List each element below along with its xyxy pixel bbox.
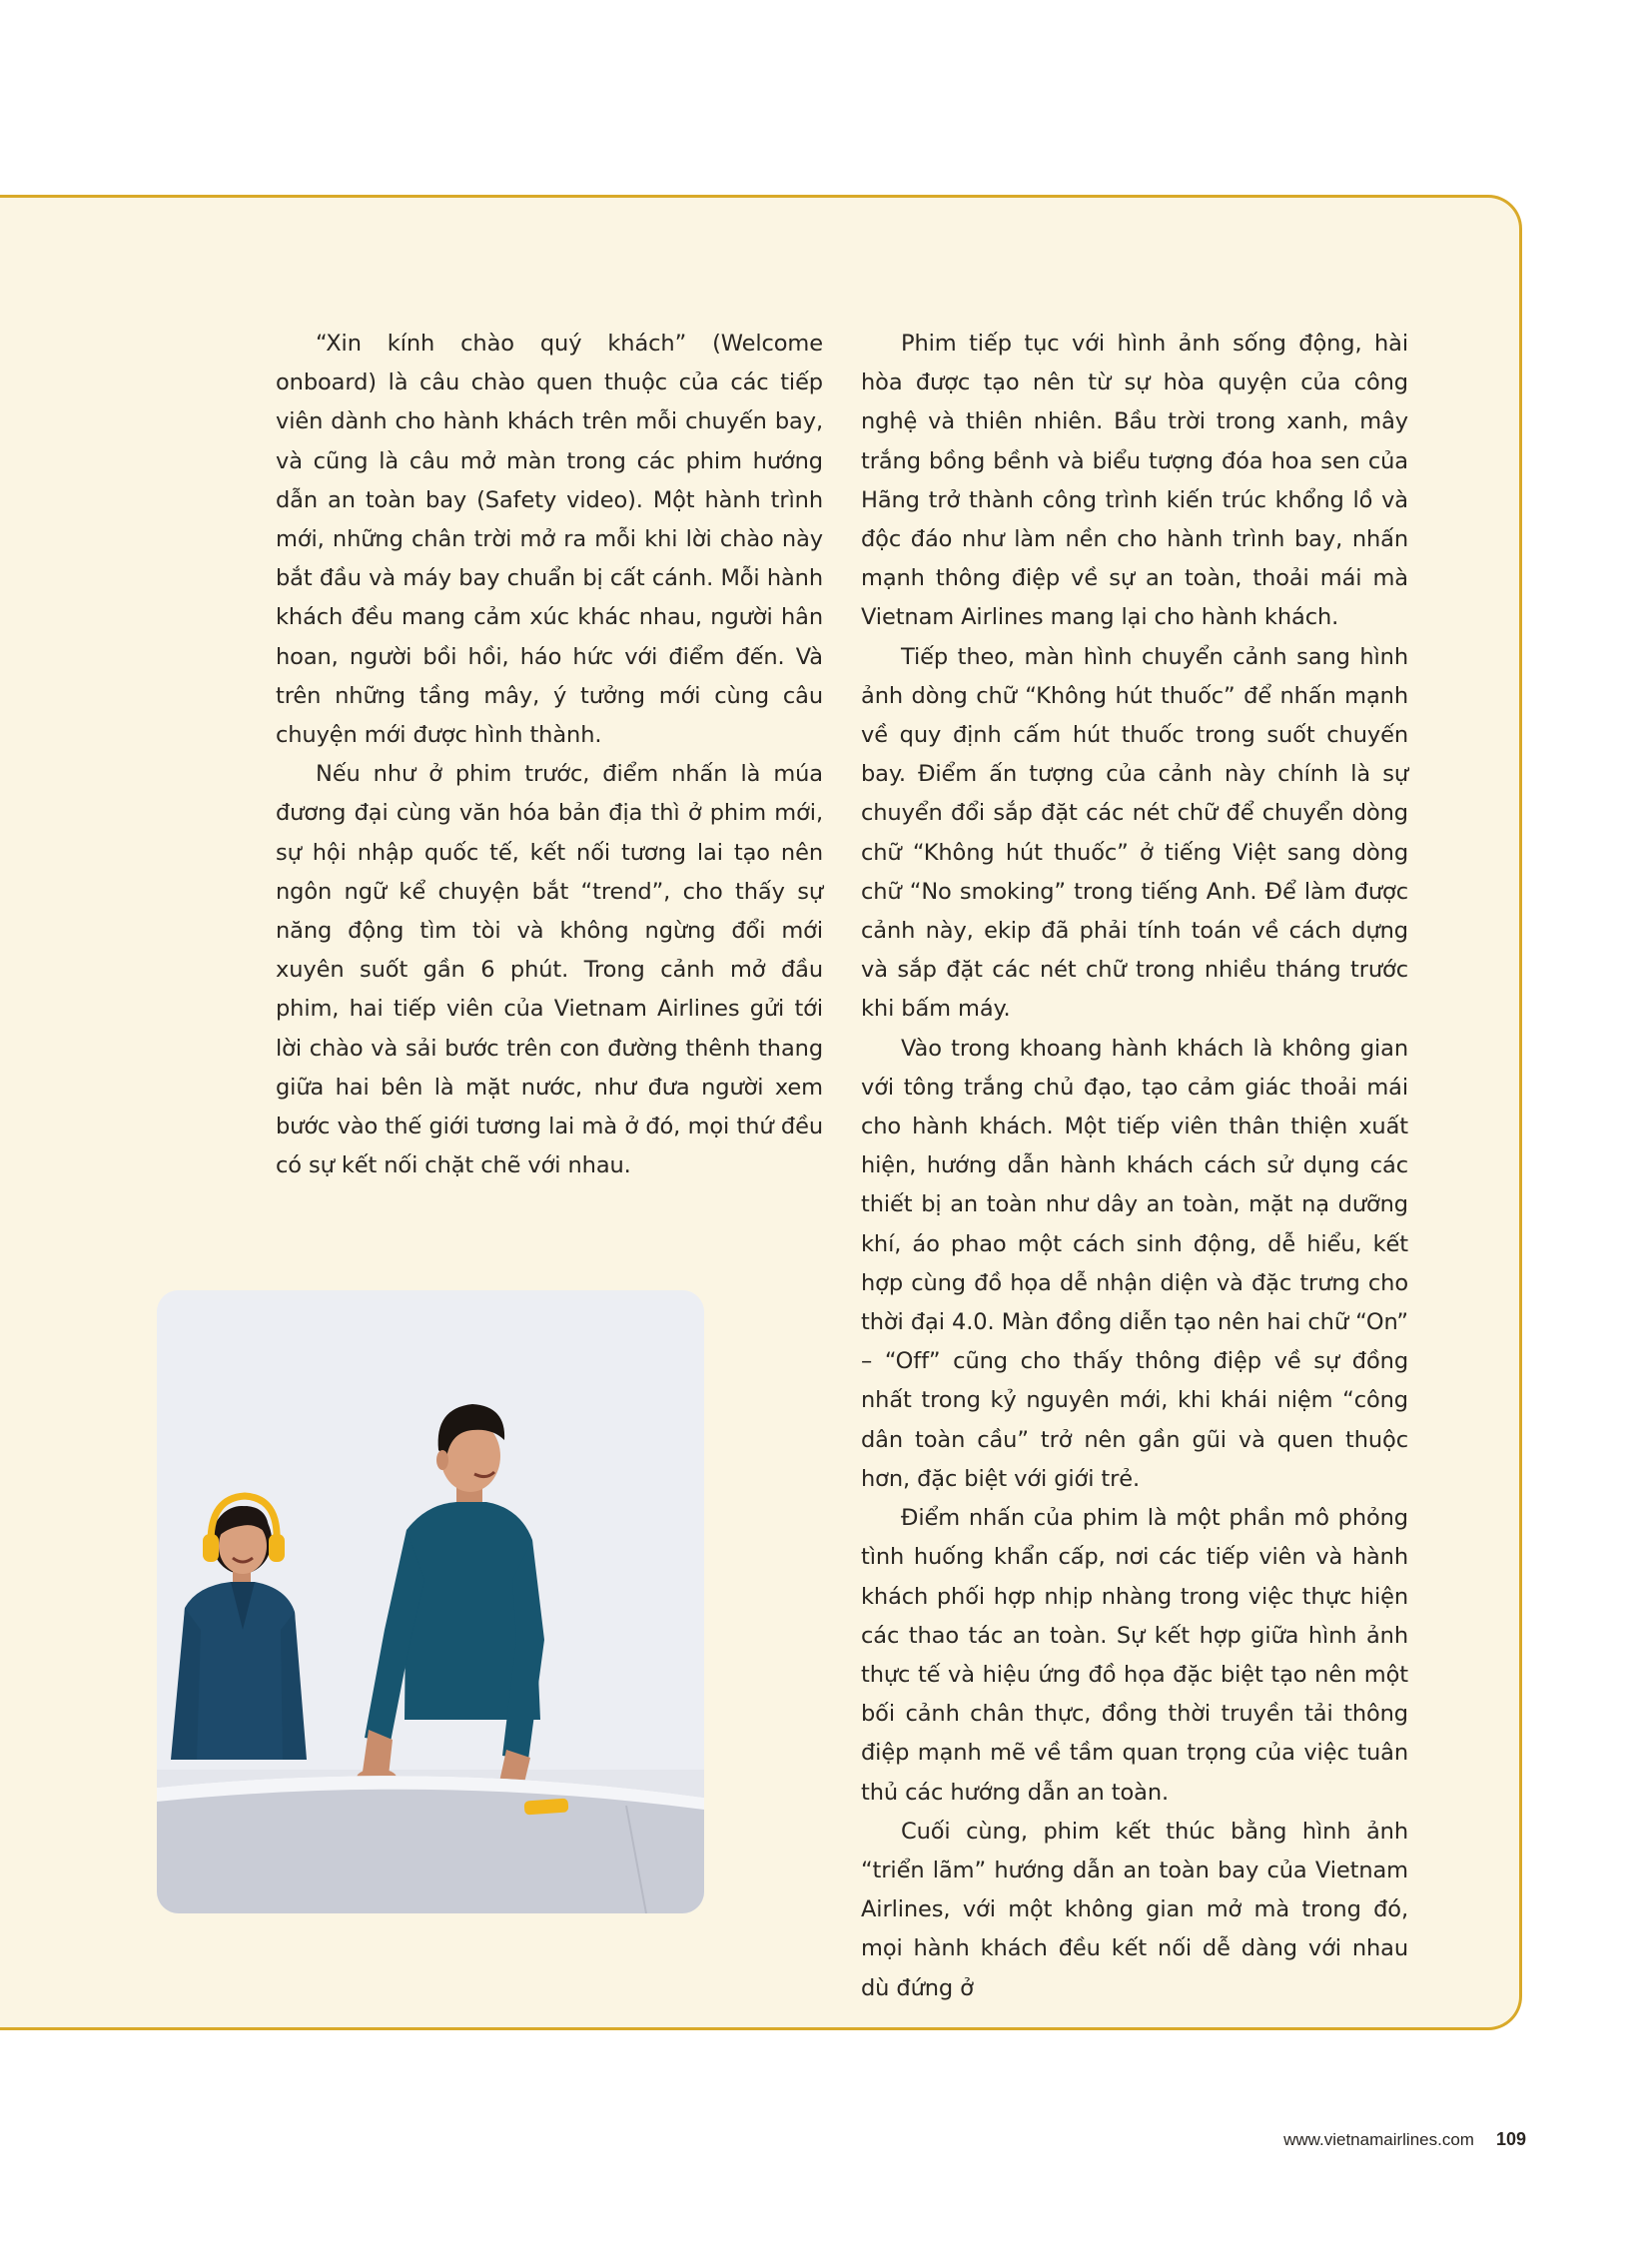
flight-attendants-photo [157, 1290, 704, 1913]
website-url: www.vietnamairlines.com [1283, 2130, 1474, 2149]
photo-illustration [157, 1290, 704, 1913]
article-left-column [276, 325, 823, 1185]
paragraph: Vào trong khoang hành khách là không gian với tông trắng chủ đạo, tạo cảm giác thoải mái cho hành khách. Một tiếp viên thân thiện xuất hiện, hướng dẫn hành khách cách sử dụng các thiết bị an toàn như dây an toàn, mặt nạ dưỡng khí, áo phao một cách sinh động, dễ hiểu, kết hợp cùng đồ họa dễ nhận diện và đặc trưng cho thời đại 4.0. Màn đồng diễn tạo nên hai chữ “On” – “Off” cũng cho thấy thông điệp về sự đồng nhất trong kỷ nguyên mới, khi khái niệm “công dân toàn cầu” trở nên gần gũi và quen thuộc hơn, đặc biệt với giới trẻ. [861, 1035, 1408, 1492]
paragraph: Cuối cùng, phim kết thúc bằng hình ảnh “triển lãm” hướng dẫn an toàn bay của Vietnam Airlines, với một không gian mở mà trong đó, mọi hành khách đều kết nối dễ dàng với nhau dù đứng ở [861, 1818, 1408, 2001]
paragraph: Phim tiếp tục với hình ảnh sống động, hài hòa được tạo nên từ sự hòa quyện của công nghệ và thiên nhiên. Bầu trời trong xanh, mây trắng bồng bềnh và biểu tượng đóa hoa sen của Hãng trở thành công trình kiến trúc khổng lồ và độc đáo như làm nền cho hành trình bay, nhấn mạnh thông điệp về sự an toàn, thoải mái mà Vietnam Airlines mang lại cho hành khách. [861, 331, 1408, 631]
article-right-column [861, 325, 1408, 2008]
paragraph: Nếu như ở phim trước, điểm nhấn là múa đương đại cùng văn hóa bản địa thì ở phim mới, sự hội nhập quốc tế, kết nối tương lai tạo nên ngôn ngữ kể chuyện bắt “trend”, cho thấy sự năng động tìm tòi và không ngừng đổi mới xuyên suốt gần 6 phút. Trong cảnh mở đầu phim, hai tiếp viên của Vietnam Airlines gửi tới lời chào và sải bước trên con đường thênh thang giữa hai bên là mặt nước, như đưa người xem bước vào thế giới tương lai mà ở đó, mọi thứ đều có sự kết nối chặt chẽ với nhau. [276, 761, 823, 1179]
paragraph: Tiếp theo, màn hình chuyển cảnh sang hình ảnh dòng chữ “Không hút thuốc” để nhấn mạnh về quy định cấm hút thuốc trong suốt chuyến bay. Điểm ấn tượng của cảnh này chính là sự chuyển đổi sắp đặt các nét chữ để chuyển dòng chữ “Không hút thuốc” ở tiếng Việt sang dòng chữ “No smoking” trong tiếng Anh. Để làm được cảnh này, ekip đã phải tính toán về cách dựng và sắp đặt các nét chữ trong nhiều tháng trước khi bấm máy. [861, 643, 1408, 1023]
page-footer [1283, 2129, 1526, 2150]
table [157, 1776, 704, 1913]
paragraph: Điểm nhấn của phim là một phần mô phỏng tình huống khẩn cấp, nơi các tiếp viên và hành khách phối hợp nhịp nhàng trong việc thực hiện các thao tác an toàn. Sự kết hợp giữa hình ảnh thực tế và hiệu ứng đồ họa đặc biệt tạo nên một bối cảnh chân thực, đồng thời truyền tải thông điệp mạnh mẽ về tầm quan trọng của việc tuân thủ các hướng dẫn an toàn. [861, 1505, 1408, 1806]
paragraph: “Xin kính chào quý khách” (Welcome onboard) là câu chào quen thuộc của các tiếp viên dành cho hành khách trên mỗi chuyến bay, và cũng là câu mở màn trong các phim hướng dẫn an toàn bay (Safety video). Một hành trình mới, những chân trời mở ra mỗi khi lời chào này bắt đầu và máy bay chuẩn bị cất cánh. Mỗi hành khách đều mang cảm xúc khác nhau, người hân hoan, người bồi hồi, háo hức với điểm đến. Và trên những tầng mây, ý tưởng mới cùng câu chuyện mới được hình thành. [276, 331, 823, 749]
page-number: 109 [1495, 2129, 1526, 2149]
